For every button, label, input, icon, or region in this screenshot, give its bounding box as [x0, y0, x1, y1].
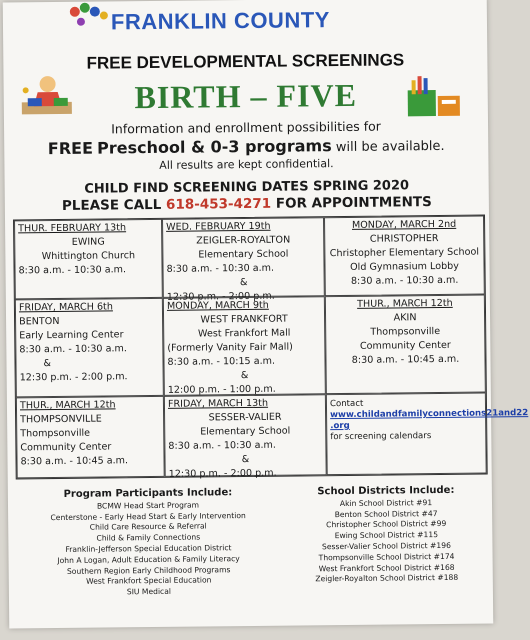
list-item: Zeigler-Royalton School District #188 — [315, 573, 459, 584]
contact-label: Contact — [329, 398, 364, 410]
list-item: Christopher School District #99 — [326, 519, 447, 530]
list-item: BCMW Head Start Program — [96, 500, 200, 511]
contact-url-tld[interactable]: .org — [330, 420, 350, 432]
screening-ampersand: & — [239, 277, 248, 289]
screening-location: BENTON — [19, 315, 60, 328]
screening-ampersand: & — [43, 358, 52, 370]
screening-venue: West Frankfort Mall — [197, 327, 291, 340]
screening-cell-thompsonville — [16, 396, 165, 479]
list-item: West Frankfort School District #168 — [318, 562, 455, 573]
screening-date: FRIDAY, MARCH 6th — [18, 301, 113, 314]
subtitle: FREE DEVELOPMENTAL SCREENINGS — [86, 50, 405, 73]
screening-venue: Christopher Elementary School — [329, 246, 480, 260]
screening-date: THUR. FEBRUARY 13th — [18, 222, 127, 235]
screening-time: 8:30 a.m. - 10:15 a.m. — [167, 355, 276, 368]
screening-location: ZEIGLER-ROYALTON — [196, 234, 291, 247]
program-participants-list — [28, 488, 269, 599]
screening-venue: Thompsonville — [20, 427, 91, 440]
school-supplies-icon — [401, 72, 463, 121]
call-prefix: PLEASE CALL — [61, 196, 162, 214]
screening-date: MONDAY, MARCH 9th — [166, 299, 269, 312]
contact-url[interactable]: www.childandfamilyconnections21and22 — [330, 408, 529, 421]
list-item: West Frankfort Special Education — [86, 575, 212, 587]
screening-venue-2: Community Center — [359, 339, 451, 352]
screening-venue: Elementary School — [198, 248, 289, 261]
screening-date: WED. FEBRUARY 19th — [166, 220, 271, 233]
screening-time-2: 12:30 p.m. - 2:00 p.m. — [19, 371, 128, 384]
list-item: Child & Family Connections — [96, 532, 201, 543]
handprints-logo-icon — [67, 1, 111, 35]
free-label: FREE — [47, 138, 94, 159]
screening-cell-benton — [15, 298, 164, 398]
contact-tail: for screening calendars — [330, 431, 432, 443]
screening-ampersand: & — [241, 453, 250, 466]
list-item: Franklin-Jefferson Special Education District — [65, 543, 232, 554]
age-range-heading: BIRTH – FIVE — [134, 76, 358, 116]
screening-venue-2: Old Gymnasium Lobby — [350, 260, 459, 273]
screening-location: WEST FRANKFORT — [200, 313, 288, 326]
screening-time: 8:30 a.m. - 10:30 a.m. — [166, 262, 275, 275]
programs-tail: will be available. — [335, 138, 445, 156]
list-item: Benton School District #47 — [334, 508, 438, 519]
screening-time: 8:30 a.m. - 10:45 a.m. — [351, 353, 460, 366]
screening-time-2: 12:30 p.m. - 2:00 p.m. — [166, 290, 275, 303]
list-item: Southern Region Early Childhood Programs — [66, 564, 231, 576]
screening-location: SESSER-VALIER — [208, 411, 282, 424]
info-line: Information and enrollment possibilities for — [111, 118, 381, 137]
screening-location: EWING — [71, 236, 105, 248]
flyer-sheet — [3, 0, 529, 629]
screening-location: AKIN — [393, 312, 417, 324]
screening-venue: Elementary School — [200, 425, 291, 438]
screening-venue-2: (Formerly Vanity Fair Mall) — [167, 341, 293, 354]
screening-venue: Thompsonville — [370, 325, 441, 338]
screening-date: MONDAY, MARCH 2nd — [351, 218, 457, 231]
list-item: Akin School District #91 — [339, 497, 433, 508]
screening-location: THOMPSONVILLE — [20, 413, 102, 426]
screening-time: 8:30 a.m. - 10:45 a.m. — [20, 455, 129, 468]
list-item: Centerstone - Early Head Start & Early Intervention — [50, 510, 246, 522]
screening-cell-zeigler-royalton — [162, 217, 325, 303]
dates-title: CHILD FIND SCREENING DATES SPRING 2020 — [84, 178, 410, 197]
screening-location: CHRISTOPHER — [369, 233, 439, 245]
screening-cell-ewing — [14, 219, 163, 300]
list-item: Sesser-Valier School District #196 — [321, 540, 451, 552]
screening-date: FRIDAY, MARCH 13th — [167, 397, 269, 410]
screening-time: 8:30 a.m. - 10:30 a.m. — [19, 343, 127, 356]
contact-cell — [326, 393, 529, 476]
screening-time: 8:30 a.m. - 10:30 a.m. — [350, 274, 459, 287]
screening-cell-sesser-valier — [164, 394, 327, 480]
participants-title: Program Participants Include: — [63, 487, 233, 500]
screening-schedule-table — [13, 215, 529, 480]
screening-time-2: 12:30 p.m. - 2:00 p.m. — [168, 467, 277, 480]
screening-venue-2: Community Center — [20, 441, 112, 454]
list-item: Ewing School District #115 — [334, 530, 439, 541]
screening-cell-christopher — [324, 216, 485, 297]
screening-cell-akin — [325, 295, 486, 395]
screening-date: THUR., MARCH 12th — [19, 399, 116, 412]
county-title: FRANKLIN COUNTY — [110, 7, 331, 35]
list-item: John A Logan, Adult Education & Family Literacy — [57, 553, 240, 565]
school-districts-list — [286, 486, 487, 586]
list-item: SIU Medical — [126, 586, 172, 597]
programs-label: Preschool & 0-3 programs — [97, 136, 332, 158]
phone-number[interactable]: 618-453-4271 — [165, 195, 272, 213]
list-item: Thompsonville School District #174 — [318, 551, 455, 563]
screening-venue: Early Learning Center — [19, 329, 124, 342]
confidential-note: All results are kept confidential. — [159, 157, 334, 172]
screening-venue: Whittington Church — [41, 250, 136, 263]
screening-time-2: 12:00 p.m. - 1:00 p.m. — [167, 383, 276, 396]
programs-line — [4, 134, 488, 158]
screening-cell-west-frankfort — [163, 296, 326, 396]
screening-date: THUR., MARCH 12th — [357, 297, 453, 310]
districts-title: School Districts Include: — [317, 484, 455, 498]
list-item: Child Care Resource & Referral — [89, 521, 207, 533]
call-suffix: FOR APPOINTMENTS — [275, 194, 432, 212]
screening-time: 8:30 a.m. - 10:30 a.m. — [168, 439, 276, 452]
screening-time: 8:30 a.m. - 10:30 a.m. — [18, 264, 127, 277]
screening-ampersand: & — [240, 369, 249, 382]
